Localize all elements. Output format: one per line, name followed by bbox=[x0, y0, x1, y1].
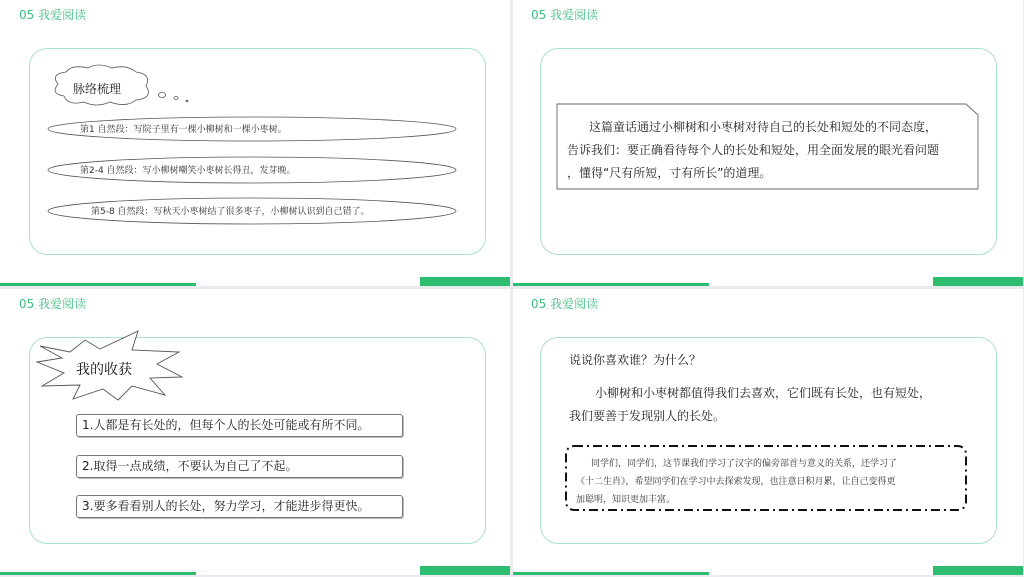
slide-4 bbox=[513, 289, 1023, 575]
bottom-bar-right bbox=[420, 566, 510, 575]
answer-line-2: 我们要善于发现别人的长处。 bbox=[569, 409, 726, 423]
bottom-bar-right bbox=[420, 277, 510, 286]
slide-2 bbox=[513, 0, 1023, 286]
bottom-bar-left bbox=[513, 283, 709, 286]
paragraph-summary-1: 第1 自然段：写院子里有一棵小柳树和一棵小枣树。 bbox=[80, 125, 287, 135]
note-line-2: 《十二生肖》，希望同学们在学习中去探索发现，也注意日积月累，让自己变得更 bbox=[576, 477, 896, 487]
paragraph-summary-3: 第5-8 自然段：写秋天小枣树结了很多枣子，小柳树认识到自己错了。 bbox=[91, 207, 370, 217]
takeaway-item-1: 1.人都是有长处的，但每个人的长处可能或有所不同。 bbox=[76, 414, 403, 437]
slide-1 bbox=[0, 0, 510, 286]
section-title: 05 我爱阅读 bbox=[19, 297, 87, 311]
bottom-bar-left bbox=[0, 572, 196, 575]
bottom-bar-right bbox=[933, 566, 1023, 575]
bottom-bar-left bbox=[513, 572, 709, 575]
summary-line-1: 这篇童话通过小柳树和小枣树对待自己的长处和短处的不同态度， bbox=[589, 120, 938, 134]
section-title: 05 我爱阅读 bbox=[19, 8, 87, 22]
summary-line-3: ，懂得“尺有所短，寸有所长”的道理。 bbox=[567, 166, 772, 180]
answer-line-1: 小柳树和小枣树都值得我们去喜欢，它们既有长处，也有短处， bbox=[595, 386, 932, 400]
burst-label: 我的收获 bbox=[76, 362, 132, 378]
takeaway-item-3: 3.要多看看别人的长处，努力学习，才能进步得更快。 bbox=[76, 495, 403, 518]
note-line-3: 加聪明，知识更加丰富。 bbox=[576, 495, 676, 505]
discussion-question: 说说你喜欢谁？为什么？ bbox=[569, 353, 702, 367]
takeaway-item-2: 2.取得一点成绩，不要认为自己了不起。 bbox=[76, 455, 403, 478]
section-title: 05 我爱阅读 bbox=[531, 8, 599, 22]
paragraph-summary-2: 第2-4 自然段：写小柳树嘲笑小枣树长得丑，发芽晚。 bbox=[80, 166, 296, 176]
slide-3 bbox=[0, 289, 510, 575]
bottom-bar-left bbox=[0, 283, 196, 286]
slide-4-shapes bbox=[513, 289, 1023, 575]
summary-line-2: 告诉我们：要正确看待每个人的长处和短处，用全面发展的眼光看问题 bbox=[567, 143, 940, 157]
bottom-bar-right bbox=[933, 277, 1023, 286]
section-title: 05 我爱阅读 bbox=[531, 297, 599, 311]
slide-1-shapes bbox=[0, 0, 510, 286]
cloud-label: 脉络梳理 bbox=[73, 82, 122, 96]
note-line-1: 同学们，同学们，这节课我们学习了汉字的偏旁部首与意义的关系，还学习了 bbox=[591, 459, 898, 469]
